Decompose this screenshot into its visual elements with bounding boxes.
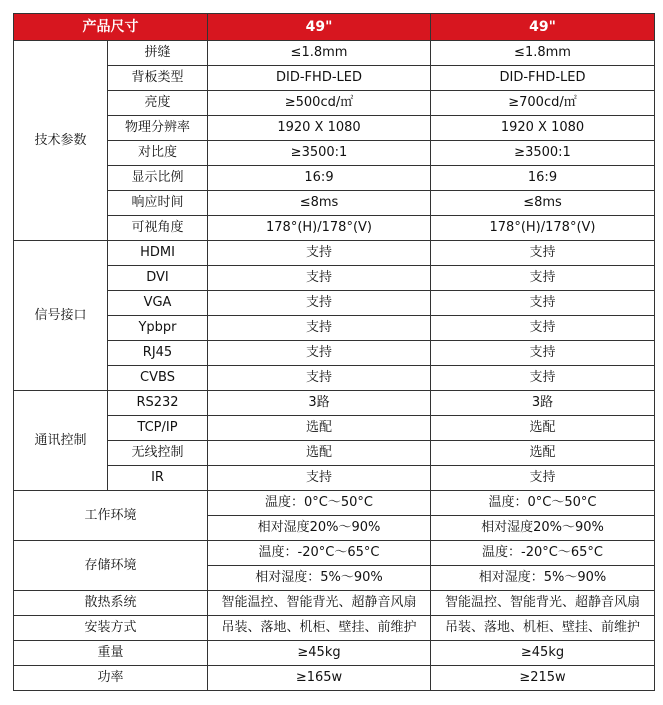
value-model-b: 3路 bbox=[431, 391, 655, 416]
table-row bbox=[14, 391, 655, 416]
value-model-a: 相对湿度20%～90% bbox=[208, 516, 431, 541]
value-model-b: 温度：0°C～50°C bbox=[431, 491, 655, 516]
param-name: VGA bbox=[108, 291, 208, 316]
value-model-a: 1920 X 1080 bbox=[208, 116, 431, 141]
table-row bbox=[14, 341, 655, 366]
value-model-b: 支持 bbox=[431, 341, 655, 366]
value-model-a: 温度：-20°C～65°C bbox=[208, 541, 431, 566]
value-model-b: ≥3500:1 bbox=[431, 141, 655, 166]
value-model-a: ≥500cd/㎡ bbox=[208, 91, 431, 116]
header-row bbox=[14, 14, 655, 41]
environment-label: 工作环境 bbox=[14, 491, 208, 541]
param-name: Ypbpr bbox=[108, 316, 208, 341]
table-row bbox=[14, 91, 655, 116]
param-name: HDMI bbox=[108, 241, 208, 266]
table-row bbox=[14, 266, 655, 291]
value-model-a: 支持 bbox=[208, 366, 431, 391]
value-model-b: ≥45kg bbox=[431, 641, 655, 666]
value-model-a: 支持 bbox=[208, 266, 431, 291]
table-row bbox=[14, 591, 655, 616]
group-label: 技术参数 bbox=[14, 41, 108, 241]
table-row bbox=[14, 491, 655, 516]
param-name: 对比度 bbox=[108, 141, 208, 166]
table-row bbox=[14, 416, 655, 441]
value-model-b: 温度：-20°C～65°C bbox=[431, 541, 655, 566]
value-model-a: ≤1.8mm bbox=[208, 41, 431, 66]
value-model-b: 相对湿度：5%～90% bbox=[431, 566, 655, 591]
value-model-b: 选配 bbox=[431, 441, 655, 466]
param-name: RS232 bbox=[108, 391, 208, 416]
param-name: TCP/IP bbox=[108, 416, 208, 441]
param-name: DVI bbox=[108, 266, 208, 291]
table-row bbox=[14, 541, 655, 566]
value-model-a: 支持 bbox=[208, 316, 431, 341]
param-name: 无线控制 bbox=[108, 441, 208, 466]
value-model-a: 3路 bbox=[208, 391, 431, 416]
table-row bbox=[14, 291, 655, 316]
value-model-b: 1920 X 1080 bbox=[431, 116, 655, 141]
value-model-a: 178°(H)/178°(V) bbox=[208, 216, 431, 241]
param-name: 拼缝 bbox=[108, 41, 208, 66]
value-model-b: ≥700cd/㎡ bbox=[431, 91, 655, 116]
value-model-b: 支持 bbox=[431, 266, 655, 291]
table-row bbox=[14, 141, 655, 166]
misc-label: 安装方式 bbox=[14, 616, 208, 641]
value-model-b: 支持 bbox=[431, 466, 655, 491]
value-model-a: ≥3500:1 bbox=[208, 141, 431, 166]
value-model-a: ≥45kg bbox=[208, 641, 431, 666]
table-row bbox=[14, 666, 655, 691]
param-name: 物理分辨率 bbox=[108, 116, 208, 141]
value-model-b: 吊装、落地、机柜、壁挂、前维护 bbox=[431, 616, 655, 641]
value-model-a: 智能温控、智能背光、超静音风扇 bbox=[208, 591, 431, 616]
header-model-a: 49" bbox=[208, 14, 431, 41]
value-model-b: ≥215w bbox=[431, 666, 655, 691]
value-model-b: 智能温控、智能背光、超静音风扇 bbox=[431, 591, 655, 616]
misc-label: 散热系统 bbox=[14, 591, 208, 616]
value-model-b: 选配 bbox=[431, 416, 655, 441]
misc-label: 功率 bbox=[14, 666, 208, 691]
value-model-a: 吊装、落地、机柜、壁挂、前维护 bbox=[208, 616, 431, 641]
value-model-a: 支持 bbox=[208, 466, 431, 491]
table-row bbox=[14, 191, 655, 216]
value-model-a: 支持 bbox=[208, 291, 431, 316]
value-model-a: 支持 bbox=[208, 341, 431, 366]
table-row bbox=[14, 166, 655, 191]
value-model-a: 选配 bbox=[208, 441, 431, 466]
spec-table bbox=[13, 13, 655, 691]
group-label: 信号接口 bbox=[14, 241, 108, 391]
value-model-b: 相对湿度20%～90% bbox=[431, 516, 655, 541]
table-row bbox=[14, 116, 655, 141]
param-name: 显示比例 bbox=[108, 166, 208, 191]
value-model-a: 温度：0°C～50°C bbox=[208, 491, 431, 516]
value-model-a: ≥165w bbox=[208, 666, 431, 691]
header-size-label: 产品尺寸 bbox=[14, 14, 208, 41]
value-model-a: 选配 bbox=[208, 416, 431, 441]
param-name: 背板类型 bbox=[108, 66, 208, 91]
value-model-a: 相对湿度：5%～90% bbox=[208, 566, 431, 591]
value-model-a: ≤8ms bbox=[208, 191, 431, 216]
table-row bbox=[14, 241, 655, 266]
value-model-a: DID-FHD-LED bbox=[208, 66, 431, 91]
table-row bbox=[14, 366, 655, 391]
table-row bbox=[14, 466, 655, 491]
value-model-b: 支持 bbox=[431, 366, 655, 391]
table-row bbox=[14, 616, 655, 641]
table-row bbox=[14, 66, 655, 91]
table-row bbox=[14, 316, 655, 341]
table-row bbox=[14, 641, 655, 666]
table-row bbox=[14, 441, 655, 466]
table-row bbox=[14, 216, 655, 241]
value-model-a: 支持 bbox=[208, 241, 431, 266]
misc-label: 重量 bbox=[14, 641, 208, 666]
value-model-b: ≤8ms bbox=[431, 191, 655, 216]
param-name: RJ45 bbox=[108, 341, 208, 366]
value-model-b: ≤1.8mm bbox=[431, 41, 655, 66]
spec-body bbox=[14, 41, 655, 691]
environment-label: 存储环境 bbox=[14, 541, 208, 591]
table-row bbox=[14, 41, 655, 66]
param-name: CVBS bbox=[108, 366, 208, 391]
value-model-b: DID-FHD-LED bbox=[431, 66, 655, 91]
value-model-b: 支持 bbox=[431, 291, 655, 316]
header-model-b: 49" bbox=[431, 14, 655, 41]
value-model-b: 178°(H)/178°(V) bbox=[431, 216, 655, 241]
param-name: 亮度 bbox=[108, 91, 208, 116]
param-name: 响应时间 bbox=[108, 191, 208, 216]
value-model-b: 支持 bbox=[431, 241, 655, 266]
value-model-b: 16:9 bbox=[431, 166, 655, 191]
param-name: 可视角度 bbox=[108, 216, 208, 241]
value-model-b: 支持 bbox=[431, 316, 655, 341]
param-name: IR bbox=[108, 466, 208, 491]
group-label: 通讯控制 bbox=[14, 391, 108, 491]
value-model-a: 16:9 bbox=[208, 166, 431, 191]
